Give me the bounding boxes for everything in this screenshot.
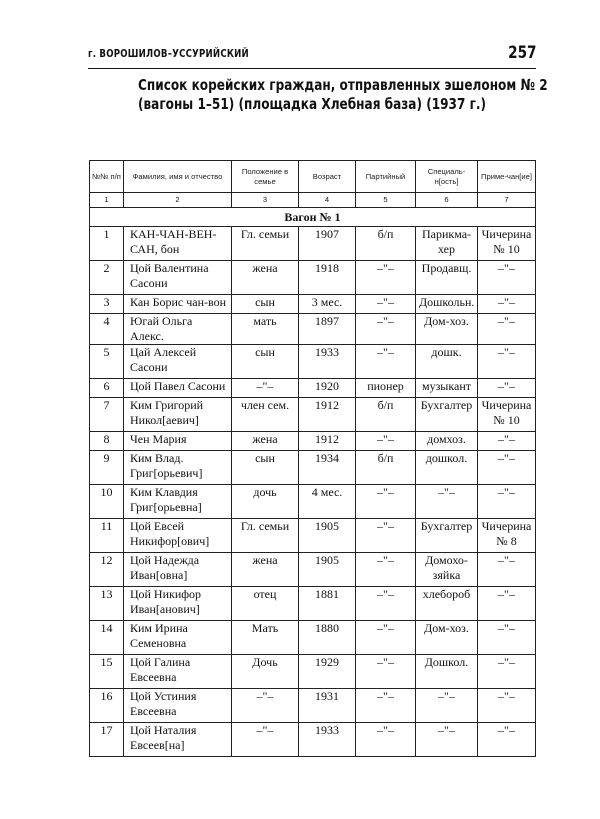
party-cell: –"– xyxy=(356,519,416,553)
row-number-cell: 6 xyxy=(90,379,124,398)
party-cell: б/п xyxy=(356,227,416,261)
col-header-specialty: Специаль-н[ость] xyxy=(416,161,478,193)
age-cell: 1933 xyxy=(299,723,356,757)
specialty-cell: Парикма-хер xyxy=(416,227,478,261)
column-number-row xyxy=(90,193,536,208)
row-number-cell: 13 xyxy=(90,587,124,621)
col-number: 6 xyxy=(416,193,478,208)
row-number-cell: 10 xyxy=(90,485,124,519)
age-cell: 1931 xyxy=(299,689,356,723)
family-status-cell: Гл. семьи xyxy=(232,227,299,261)
family-status-cell: сын xyxy=(232,451,299,485)
family-status-cell: жена xyxy=(232,432,299,451)
specialty-cell: Бухгалтер xyxy=(416,519,478,553)
note-cell: –"– xyxy=(478,432,536,451)
age-cell: 1933 xyxy=(299,345,356,379)
note-cell: –"– xyxy=(478,485,536,519)
title-line-1: Список корейских граждан, отправленных эшелоном № 2 xyxy=(138,76,548,94)
party-cell: –"– xyxy=(356,432,416,451)
document-title xyxy=(138,76,548,114)
table-row xyxy=(90,261,536,295)
note-cell: –"– xyxy=(478,553,536,587)
person-name-cell: Цой Никифор Иван[анович] xyxy=(124,587,232,621)
row-number-cell: 14 xyxy=(90,621,124,655)
col-number: 2 xyxy=(124,193,232,208)
family-status-cell: жена xyxy=(232,261,299,295)
note-cell: –"– xyxy=(478,723,536,757)
specialty-cell: дошк. xyxy=(416,345,478,379)
page-number: 257 xyxy=(507,43,536,63)
note-cell: –"– xyxy=(478,261,536,295)
row-number-cell: 12 xyxy=(90,553,124,587)
table-row xyxy=(90,314,536,345)
party-cell: –"– xyxy=(356,587,416,621)
col-header-note: Приме-чан[ие] xyxy=(478,161,536,193)
col-header-party: Партийный xyxy=(356,161,416,193)
col-header-family-status: Положение в семье xyxy=(232,161,299,193)
section-row xyxy=(90,208,536,227)
row-number-cell: 4 xyxy=(90,314,124,345)
title-line-2: (вагоны 1–51) (площадка Хлебная база) (1937 г.) xyxy=(138,95,487,113)
row-number-cell: 9 xyxy=(90,451,124,485)
family-status-cell: член сем. xyxy=(232,398,299,432)
age-cell: 1918 xyxy=(299,261,356,295)
specialty-cell: Дом-хоз. xyxy=(416,621,478,655)
row-number-cell: 16 xyxy=(90,689,124,723)
table-row xyxy=(90,485,536,519)
column-header-row xyxy=(90,161,536,193)
family-status-cell: –"– xyxy=(232,379,299,398)
party-cell: –"– xyxy=(356,689,416,723)
row-number-cell: 8 xyxy=(90,432,124,451)
party-cell: –"– xyxy=(356,723,416,757)
row-number-cell: 2 xyxy=(90,261,124,295)
note-cell: –"– xyxy=(478,621,536,655)
age-cell: 1881 xyxy=(299,587,356,621)
specialty-cell: –"– xyxy=(416,723,478,757)
person-name-cell: Цой Устиния Евсеевна xyxy=(124,689,232,723)
col-number: 3 xyxy=(232,193,299,208)
note-cell: –"– xyxy=(478,295,536,314)
note-cell: –"– xyxy=(478,314,536,345)
table-row xyxy=(90,432,536,451)
note-cell: –"– xyxy=(478,587,536,621)
family-status-cell: –"– xyxy=(232,689,299,723)
age-cell: 1905 xyxy=(299,553,356,587)
note-cell: Чичерина № 10 xyxy=(478,398,536,432)
family-status-cell: дочь xyxy=(232,485,299,519)
person-name-cell: КАН-ЧАН-ВЕН-САН, бон xyxy=(124,227,232,261)
col-number: 1 xyxy=(90,193,124,208)
row-number-cell: 5 xyxy=(90,345,124,379)
person-name-cell: Цой Евсей Никифор[ович] xyxy=(124,519,232,553)
col-header-age: Возраст xyxy=(299,161,356,193)
note-cell: –"– xyxy=(478,689,536,723)
party-cell: –"– xyxy=(356,345,416,379)
specialty-cell: Продавщ. xyxy=(416,261,478,295)
party-cell: –"– xyxy=(356,485,416,519)
specialty-cell: Дом-хоз. xyxy=(416,314,478,345)
family-status-cell: мать xyxy=(232,314,299,345)
table-row xyxy=(90,379,536,398)
table-row xyxy=(90,655,536,689)
person-name-cell: Цой Валентина Сасони xyxy=(124,261,232,295)
party-cell: –"– xyxy=(356,261,416,295)
age-cell: 1907 xyxy=(299,227,356,261)
table-row xyxy=(90,227,536,261)
family-status-cell: –"– xyxy=(232,723,299,757)
age-cell: 1912 xyxy=(299,398,356,432)
party-cell: –"– xyxy=(356,295,416,314)
table-row xyxy=(90,451,536,485)
table-row xyxy=(90,689,536,723)
row-number-cell: 15 xyxy=(90,655,124,689)
family-status-cell: отец xyxy=(232,587,299,621)
row-number-cell: 17 xyxy=(90,723,124,757)
person-name-cell: Ким Ирина Семеновна xyxy=(124,621,232,655)
specialty-cell: музыкант xyxy=(416,379,478,398)
person-name-cell: Цой Наталия Евсеев[на] xyxy=(124,723,232,757)
col-header-number: №№ п/п xyxy=(90,161,124,193)
person-name-cell: Кан Борис чан-вон xyxy=(124,295,232,314)
person-name-cell: Югай Ольга Алекс. xyxy=(124,314,232,345)
running-head: г. ВОРОШИЛОВ–УССУРИЙСКИЙ xyxy=(88,47,249,60)
specialty-cell: домхоз. xyxy=(416,432,478,451)
family-status-cell: сын xyxy=(232,345,299,379)
age-cell: 4 мес. xyxy=(299,485,356,519)
table-row xyxy=(90,621,536,655)
person-name-cell: Цай Алексей Сасони xyxy=(124,345,232,379)
person-name-cell: Ким Григорий Никол[аевич] xyxy=(124,398,232,432)
specialty-cell: дошкол. xyxy=(416,451,478,485)
deportation-list-table xyxy=(89,160,536,757)
age-cell: 1897 xyxy=(299,314,356,345)
table-row xyxy=(90,587,536,621)
family-status-cell: Мать xyxy=(232,621,299,655)
header-rule xyxy=(88,68,536,69)
table-row xyxy=(90,398,536,432)
specialty-cell: Бухгалтер xyxy=(416,398,478,432)
note-cell: –"– xyxy=(478,345,536,379)
table-row xyxy=(90,295,536,314)
note-cell: –"– xyxy=(478,379,536,398)
specialty-cell: Дошкольн. xyxy=(416,295,478,314)
table-row xyxy=(90,553,536,587)
age-cell: 1880 xyxy=(299,621,356,655)
person-name-cell: Чен Мария xyxy=(124,432,232,451)
row-number-cell: 7 xyxy=(90,398,124,432)
note-cell: –"– xyxy=(478,655,536,689)
specialty-cell: Домохо-зяйка xyxy=(416,553,478,587)
col-header-name: Фамилия, имя и отчество xyxy=(124,161,232,193)
section-heading: Вагон № 1 xyxy=(90,208,536,227)
age-cell: 1912 xyxy=(299,432,356,451)
col-number: 4 xyxy=(299,193,356,208)
page-header xyxy=(88,43,536,69)
party-cell: пионер xyxy=(356,379,416,398)
party-cell: –"– xyxy=(356,655,416,689)
family-status-cell: Гл. семьи xyxy=(232,519,299,553)
specialty-cell: –"– xyxy=(416,689,478,723)
age-cell: 3 мес. xyxy=(299,295,356,314)
specialty-cell: хлебороб xyxy=(416,587,478,621)
party-cell: –"– xyxy=(356,553,416,587)
row-number-cell: 1 xyxy=(90,227,124,261)
person-name-cell: Ким Влад. Григ[орьевич] xyxy=(124,451,232,485)
party-cell: б/п xyxy=(356,398,416,432)
family-status-cell: жена xyxy=(232,553,299,587)
person-name-cell: Цой Павел Сасони xyxy=(124,379,232,398)
note-cell: Чичерина № 8 xyxy=(478,519,536,553)
party-cell: б/п xyxy=(356,451,416,485)
table-row xyxy=(90,723,536,757)
note-cell: Чичерина № 10 xyxy=(478,227,536,261)
row-number-cell: 3 xyxy=(90,295,124,314)
specialty-cell: Дошкол. xyxy=(416,655,478,689)
person-name-cell: Ким Клавдия Григ[орьевна] xyxy=(124,485,232,519)
specialty-cell: –"– xyxy=(416,485,478,519)
family-status-cell: сын xyxy=(232,295,299,314)
row-number-cell: 11 xyxy=(90,519,124,553)
age-cell: 1905 xyxy=(299,519,356,553)
party-cell: –"– xyxy=(356,314,416,345)
party-cell: –"– xyxy=(356,621,416,655)
person-name-cell: Цой Надежда Иван[овна] xyxy=(124,553,232,587)
age-cell: 1920 xyxy=(299,379,356,398)
person-name-cell: Цой Галина Евсеевна xyxy=(124,655,232,689)
age-cell: 1934 xyxy=(299,451,356,485)
family-status-cell: Дочь xyxy=(232,655,299,689)
table-row xyxy=(90,345,536,379)
age-cell: 1929 xyxy=(299,655,356,689)
col-number: 5 xyxy=(356,193,416,208)
table-row xyxy=(90,519,536,553)
note-cell: –"– xyxy=(478,451,536,485)
col-number: 7 xyxy=(478,193,536,208)
